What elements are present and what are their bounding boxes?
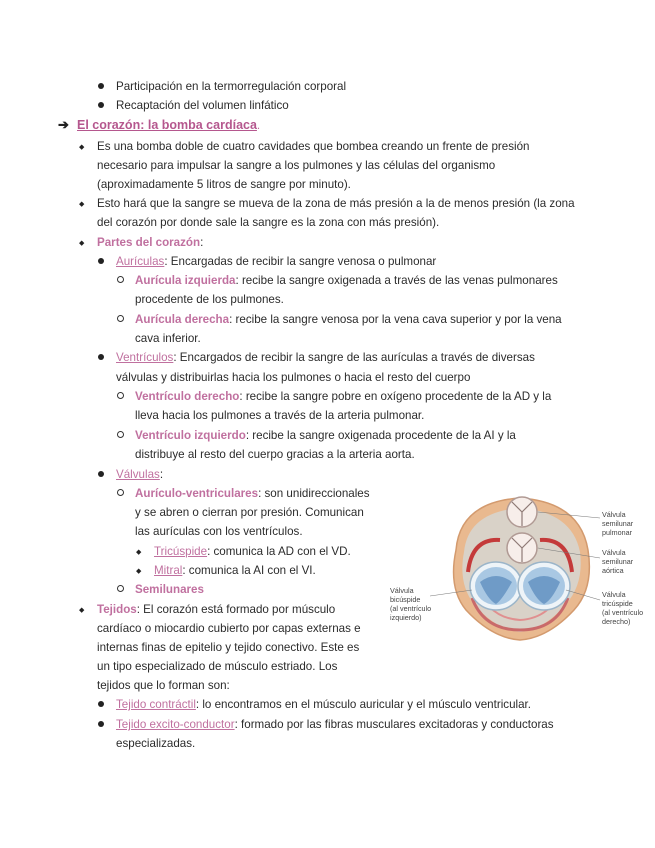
paragraph-line: Esto hará que la sangre se mueva de la zona de más presión a la de menos presión (la zona	[97, 197, 575, 210]
paragraph-line: procedente de los pulmones.	[135, 293, 284, 306]
mitral-line: Mitral: comunica la AI con el VI.	[154, 564, 316, 577]
paragraph-line: del corazón por donde sale la sangre es la zona con más presión).	[97, 216, 440, 229]
auricula-derecha-line: Aurícula derecha: recibe la sangre venosa por la vena cava superior y por la vena	[135, 313, 562, 326]
bullet-circle	[117, 486, 124, 502]
paragraph-line: (aproximadamente 5 litros de sangre por minuto).	[97, 178, 351, 191]
paragraph-line: especializadas.	[116, 737, 196, 750]
bullet-circle	[117, 428, 124, 444]
section-title-link[interactable]: El corazón: la bomba cardíaca	[77, 118, 257, 132]
paragraph-line: un tipo especializado de músculo estriado. Los	[97, 660, 338, 673]
paragraph-line: lleva hacia los pulmones a través de la arteria pulmonar.	[135, 409, 425, 422]
bullet-dot	[98, 467, 104, 483]
paragraph-line: tejidos que lo forman son:	[97, 679, 230, 692]
bullet-circle	[117, 312, 124, 328]
bullet-circle	[117, 389, 124, 405]
bullet-dot	[98, 79, 104, 95]
paragraph-line: las aurículas con los ventrículos.	[135, 525, 303, 538]
section-heading: El corazón: la bomba cardíaca.	[77, 118, 261, 132]
bullet-dot	[98, 98, 104, 114]
bullet-dot	[98, 717, 104, 733]
semilunares-line: Semilunares	[135, 583, 204, 596]
tejido-contractil-line: Tejido contráctil: lo encontramos en el músculo auricular y el músculo ventricular.	[116, 698, 531, 711]
tejido-excito-conductor-line: Tejido excito-conductor: formado por las fibras musculares excitadoras y conductoras	[116, 718, 554, 731]
auriculas-line: Aurículas: Encargadas de recibir la sangre venosa o pulmonar	[116, 255, 437, 268]
mitral-link[interactable]: Mitral	[154, 564, 183, 577]
auriculo-ventriculares-line: Aurículo-ventriculares: son unidireccionales	[135, 487, 370, 500]
tricuspide-link[interactable]: Tricúspide	[154, 545, 208, 558]
partes-heading: Partes del corazón:	[97, 236, 204, 249]
paragraph-line: Es una bomba doble de cuatro cavidades que bombea creando un frente de presión	[97, 140, 530, 153]
paragraph-line: cardíaco o miocardio cubierto por capas externas e	[97, 622, 361, 635]
diamond-bullet-icon	[79, 602, 84, 619]
ventriculos-link[interactable]: Ventrículos	[116, 351, 174, 364]
paragraph-line: y se abren o cierran por presión. Comunican	[135, 506, 364, 519]
ventriculo-izquierdo-line: Ventrículo izquierdo: recibe la sangre oxigenada procedente de la AI y la	[135, 429, 516, 442]
tejidos-line: Tejidos: El corazón está formado por músculo	[97, 603, 336, 616]
paragraph-line: internas finas de epitelio y tejido conectivo. Este es	[97, 641, 360, 654]
ventriculos-line: Ventrículos: Encargados de recibir la sangre de las aurículas a través de diversas	[116, 351, 535, 364]
tejido-contractil-link[interactable]: Tejido contráctil	[116, 698, 196, 711]
diamond-bullet-icon	[79, 235, 84, 252]
diamond-bullet-icon	[136, 563, 141, 580]
paragraph-line: necesario para impulsar la sangre a los pulmones y las células del organismo	[97, 159, 496, 172]
label-valvula-aortica: Válvula semilunar aórtica	[602, 548, 634, 575]
label-valvula-pulmonar: Válvula semilunar pulmonar	[602, 510, 634, 537]
paragraph-line: distribuye al resto del cuerpo gracias a la arteria aorta.	[135, 448, 415, 461]
paragraph-line: válvulas y distribuirlas hacia los pulmones o hacia el resto del cuerpo	[116, 371, 471, 384]
valvulas-link[interactable]: Válvulas	[116, 468, 160, 481]
label-valvula-bicuspide: Válvula bicúspide (al ventrículo izquierdo)	[390, 586, 432, 622]
bullet-circle	[117, 273, 124, 289]
tricuspide-line: Tricúspide: comunica la AD con el VD.	[154, 545, 351, 558]
auriculas-link[interactable]: Aurículas	[116, 255, 165, 268]
bullet-circle	[117, 582, 124, 598]
diamond-bullet-icon	[79, 196, 84, 213]
paragraph-line: cava inferior.	[135, 332, 201, 345]
bullet-dot	[98, 350, 104, 366]
bullet-dot	[98, 254, 104, 270]
auricula-izquierda-line: Aurícula izquierda: recibe la sangre oxigenada a través de las venas pulmonares	[135, 274, 558, 287]
bullet-dot	[98, 697, 104, 713]
list-item: Recaptación del volumen linfático	[116, 99, 289, 112]
heart-valves-figure	[388, 490, 650, 642]
diamond-bullet-icon	[79, 139, 84, 156]
tejido-excito-conductor-link[interactable]: Tejido excito-conductor	[116, 718, 235, 731]
diamond-bullet-icon	[136, 544, 141, 561]
arrow-icon: ➔	[58, 117, 69, 132]
ventriculo-derecho-line: Ventrículo derecho: recibe la sangre pobre en oxígeno procedente de la AD y la	[135, 390, 552, 403]
valvulas-line: Válvulas:	[116, 468, 164, 481]
list-item: Participación en la termorregulación corporal	[116, 80, 347, 93]
label-valvula-tricuspide: Válvula tricúspide (al ventrículo derecho)	[602, 590, 644, 626]
